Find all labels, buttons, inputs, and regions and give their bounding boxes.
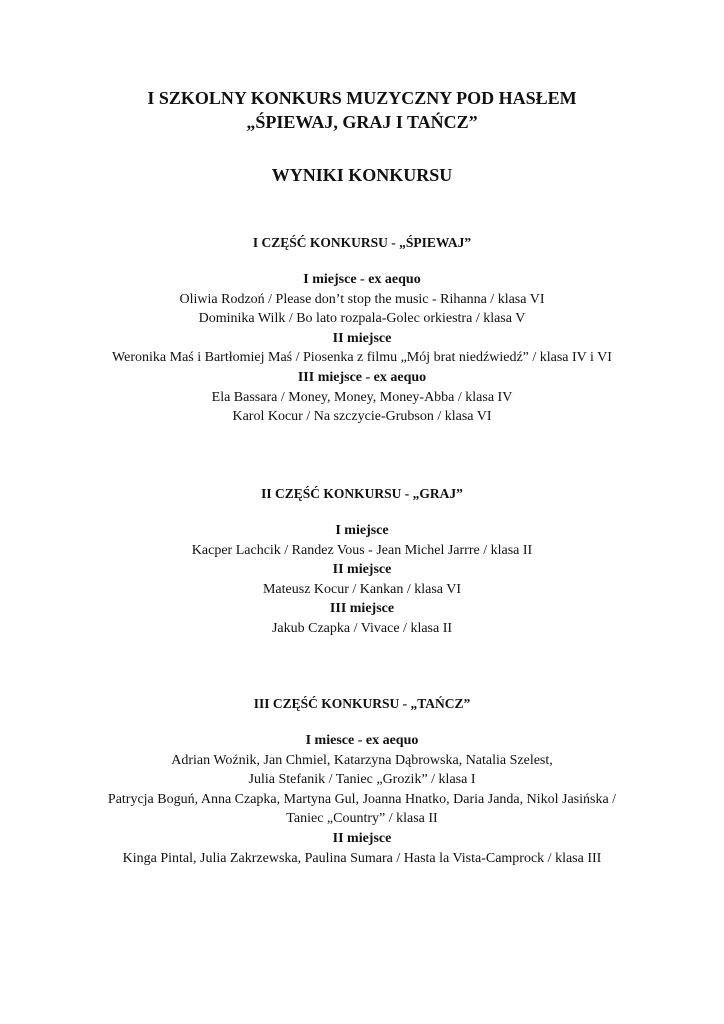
title-line-2: „ŚPIEWAJ, GRAJ I TAŃCZ”	[246, 112, 478, 132]
result-entry: Patrycja Boguń, Anna Czapka, Martyna Gul, Joanna Hnatko, Daria Janda, Nikol Jasińska /	[107, 791, 617, 807]
result-entry: Weronika Maś i Bartłomiej Maś / Piosenka z filmu „Mój brat niedźwiedź” / klasa IV i VI	[112, 350, 612, 366]
place-heading: I miejsce - ex aequo	[303, 272, 421, 287]
result-entry: Mateusz Kocur / Kankan / klasa VI	[262, 581, 462, 597]
result-entry: Taniec „Country” / klasa II	[286, 811, 438, 827]
results-list	[0, 521, 724, 639]
place-heading: I miejsce	[335, 523, 389, 538]
document-title	[0, 86, 724, 134]
result-entry: Julia Stefanik / Taniec „Grozik” / klasa I	[248, 772, 476, 788]
section-heading: II CZĘŚĆ KONKURSU - „GRAJ”	[261, 486, 463, 501]
section-heading: III CZĘŚĆ KONKURSU - „TAŃCZ”	[253, 696, 471, 711]
result-entry: Adrian Woźnik, Jan Chmiel, Katarzyna Dąbrowska, Natalia Szelest,	[171, 752, 553, 768]
result-entry: Ela Bassara / Money, Money, Money-Abba / klasa IV	[211, 389, 513, 405]
result-entry: Kacper Lachcik / Randez Vous - Jean Michel Jarrre / klasa II	[191, 542, 533, 558]
results-list	[0, 731, 724, 868]
place-heading: III miejsce - ex aequo	[297, 369, 427, 385]
place-heading: II miejsce	[332, 830, 392, 846]
results-title: WYNIKI KONKURSU	[271, 165, 453, 185]
result-entry: Kinga Pintal, Julia Zakrzewska, Paulina Sumara / Hasta la Vista-Camprock / klasa III	[122, 850, 602, 866]
place-heading: I miesce - ex aequo	[305, 733, 419, 748]
result-entry: Karol Kocur / Na szczycie-Grubson / klasa VI	[232, 409, 492, 425]
result-entry: Dominika Wilk / Bo lato rozpala-Golec orkiestra / klasa V	[198, 311, 526, 327]
section-sing	[0, 233, 724, 427]
results-list	[0, 270, 724, 427]
section-dance	[0, 694, 724, 868]
place-heading: II miejsce	[332, 330, 392, 346]
place-heading: III miejsce	[329, 601, 395, 617]
place-heading: II miejsce	[332, 562, 392, 578]
result-entry: Jakub Czapka / Vivace / klasa II	[271, 620, 453, 636]
title-line-1: I SZKOLNY KONKURS MUZYCZNY POD HASŁEM	[147, 88, 577, 108]
section-play	[0, 484, 724, 639]
result-entry: Oliwia Rodzoń / Please don’t stop the music - Rihanna / klasa VI	[179, 291, 545, 307]
section-heading: I CZĘŚĆ KONKURSU - „ŚPIEWAJ”	[252, 235, 472, 250]
